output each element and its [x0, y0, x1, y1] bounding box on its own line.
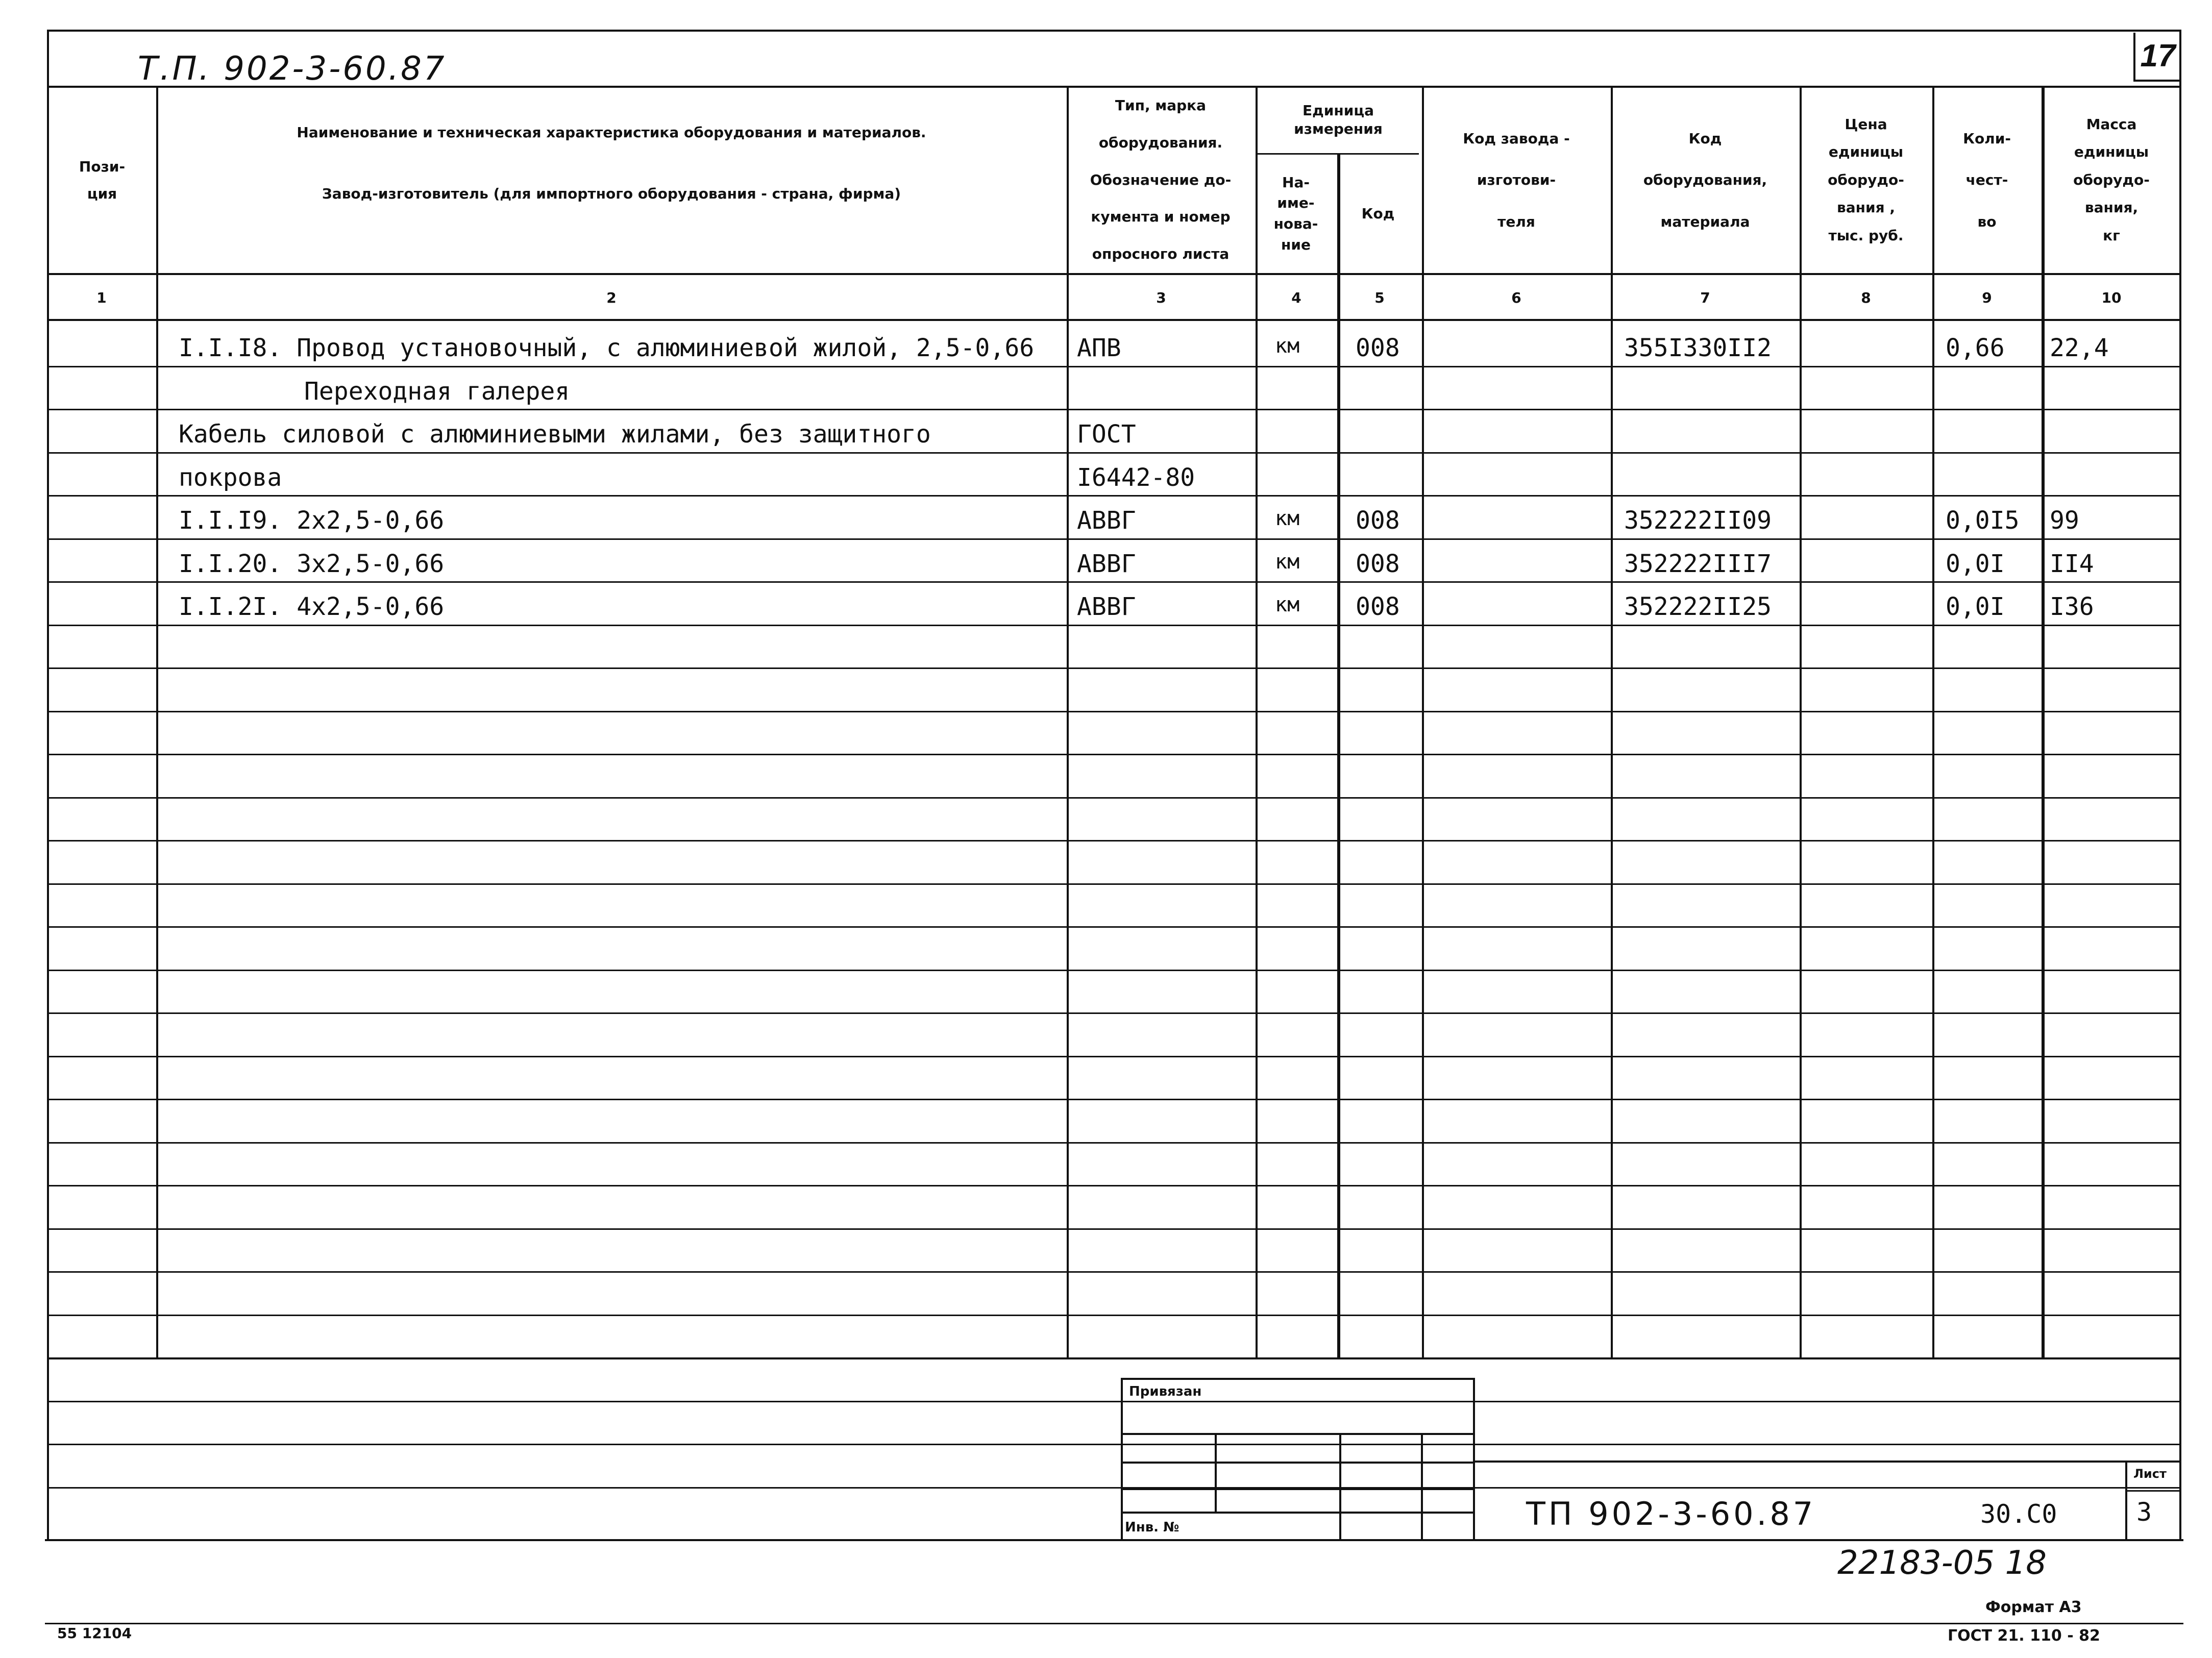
row-mass: 22,4 [2050, 334, 2109, 362]
row-separator [47, 711, 2181, 712]
stamp-divider [1215, 1433, 1217, 1512]
row-separator [47, 667, 2181, 669]
row-name: покрова [179, 463, 282, 492]
row-name: I.I.I8. Провод установочный, с алюминиевой жилой, 2,5-0,66 [179, 334, 1035, 362]
row-unit: км [1275, 550, 1300, 574]
row-unit-code: 008 [1356, 334, 1400, 362]
row-type: АВВГ [1077, 506, 1136, 535]
row-name: Кабель силовой с алюминиевыми жилами, без защитного [179, 420, 931, 449]
col-header-type: Тип, марка оборудования. Обозначение до- кумента и номер опросного листа [1090, 97, 1232, 263]
binding-label: Привязан [1129, 1384, 1202, 1399]
column-divider [1067, 86, 1069, 1357]
handwritten-number: 22183-05 18 [1837, 1544, 2047, 1582]
col-header-quantity: Коли- чест- во [1963, 130, 2011, 230]
col-header-name-line1: Наименование и техническая характеристика оборудования и материалов. [297, 124, 926, 141]
column-divider [1337, 153, 1340, 1357]
document-code: Т.П. 902-3-60.87 [138, 50, 447, 88]
column-divider [2042, 86, 2045, 1357]
row-unit-code: 008 [1356, 506, 1400, 535]
row-type: АВВГ [1077, 549, 1136, 578]
row-quantity: 0,0I [1946, 592, 2005, 621]
stamp-divider [1421, 1433, 1423, 1540]
row-separator [47, 366, 2181, 367]
column-divider [1611, 86, 1613, 1357]
row-separator [47, 581, 2181, 583]
row-mass: II4 [2050, 549, 2094, 578]
row-unit: км [1275, 507, 1300, 530]
row-separator [47, 1056, 2181, 1057]
column-number: 7 [1700, 289, 1710, 306]
row-unit: км [1275, 334, 1300, 358]
col-header-unit-price: Цена единицы оборудо- вания , тыс. руб. [1828, 115, 1904, 244]
inventory-label: Инв. № [1125, 1520, 1179, 1535]
col-header-unit-name: На- име- нова- ние [1273, 174, 1318, 253]
row-separator [47, 452, 2181, 454]
column-divider [1932, 86, 1934, 1357]
row-separator [47, 625, 2181, 626]
column-number: 10 [2101, 289, 2122, 306]
row-quantity: 0,0I [1946, 549, 2005, 578]
sheet-number: 17 [2133, 33, 2180, 82]
row-unit-code: 008 [1356, 592, 1400, 621]
col-header-equipment-code: Код оборудования, материала [1643, 130, 1767, 230]
row-separator [47, 1228, 2181, 1230]
row-separator [47, 883, 2181, 885]
row-mass: I36 [2050, 592, 2094, 621]
row-separator [47, 1271, 2181, 1273]
row-separator [47, 495, 2181, 497]
row-separator [47, 1185, 2181, 1186]
column-divider [156, 86, 158, 1357]
table-bottom-border [47, 1357, 2181, 1359]
column-number: 1 [96, 289, 107, 306]
row-separator [47, 1142, 2181, 1144]
row-name: I.I.I9. 2x2,5-0,66 [179, 506, 445, 535]
row-equipment-code: 352222II25 [1624, 592, 1772, 621]
sheet-value: 3 [2136, 1497, 2152, 1527]
row-type: I6442-80 [1077, 463, 1195, 492]
title-block-doc-code: ТП 902-3-60.87 [1526, 1495, 1816, 1532]
row-separator [47, 1401, 2181, 1402]
sheet-box-divider [2125, 1461, 2127, 1540]
column-divider [1256, 86, 1258, 1357]
col-header-name-line2: Завод-изготовитель (для импортного оборудования - страна, фирма) [322, 185, 901, 203]
column-number: 2 [606, 289, 617, 306]
column-number: 9 [1982, 289, 1992, 306]
title-block-top [1475, 1461, 2181, 1463]
column-divider [1422, 86, 1424, 1357]
column-number: 6 [1511, 289, 1521, 306]
row-type: АПВ [1077, 334, 1121, 362]
col-header-position: Пози- ция [79, 158, 126, 202]
row-separator [47, 1487, 2181, 1489]
gost-label: ГОСТ 21. 110 - 82 [1948, 1627, 2100, 1645]
row-separator [47, 1315, 2181, 1316]
footer-line [45, 1623, 2183, 1624]
sheet-label: Лист [2133, 1467, 2167, 1481]
stamp-divider [1339, 1433, 1341, 1540]
format-label: Формат А3 [1985, 1598, 2082, 1616]
sheet-box-line [2125, 1490, 2181, 1492]
row-equipment-code: 352222II09 [1624, 506, 1772, 535]
row-name: Переходная галерея [304, 377, 570, 406]
col-header-unit-mass: Масса единицы оборудо- вания, кг [2073, 115, 2150, 244]
row-name: I.I.2I. 4x2,5-0,66 [179, 592, 445, 621]
row-separator [47, 1444, 2181, 1445]
row-separator [47, 926, 2181, 928]
row-separator [47, 1012, 2181, 1014]
row-separator [47, 970, 2181, 971]
row-separator [47, 840, 2181, 842]
album-code: 30.С0 [1980, 1499, 2057, 1529]
row-equipment-code: 355I330II2 [1624, 334, 1772, 362]
column-numbers-border [47, 319, 2181, 321]
row-equipment-code: 352222III7 [1624, 549, 1772, 578]
row-separator [47, 797, 2181, 799]
row-mass: 99 [2050, 506, 2079, 535]
column-number: 4 [1291, 289, 1301, 306]
row-separator [47, 409, 2181, 410]
print-code: 55 12104 [57, 1625, 132, 1642]
col-header-unit-code: Код [1361, 205, 1395, 222]
row-separator [47, 1099, 2181, 1100]
column-number: 8 [1861, 289, 1871, 306]
header-bottom-border [47, 273, 2181, 275]
row-name: I.I.20. 3x2,5-0,66 [179, 549, 445, 578]
row-separator [47, 754, 2181, 755]
col-header-manufacturer-code: Код завода - изготови- теля [1463, 130, 1570, 230]
column-number: 5 [1374, 289, 1385, 306]
row-unit: км [1275, 593, 1300, 616]
column-number: 3 [1156, 289, 1166, 306]
row-type: АВВГ [1077, 592, 1136, 621]
row-unit-code: 008 [1356, 549, 1400, 578]
col-header-unit-group: Единица измерения [1294, 102, 1383, 137]
row-type: ГОСТ [1077, 420, 1136, 449]
row-separator [47, 538, 2181, 540]
row-quantity: 0,66 [1946, 334, 2005, 362]
frame-bottom [45, 1539, 2183, 1541]
column-divider [1800, 86, 1802, 1357]
row-quantity: 0,0I5 [1946, 506, 2020, 535]
